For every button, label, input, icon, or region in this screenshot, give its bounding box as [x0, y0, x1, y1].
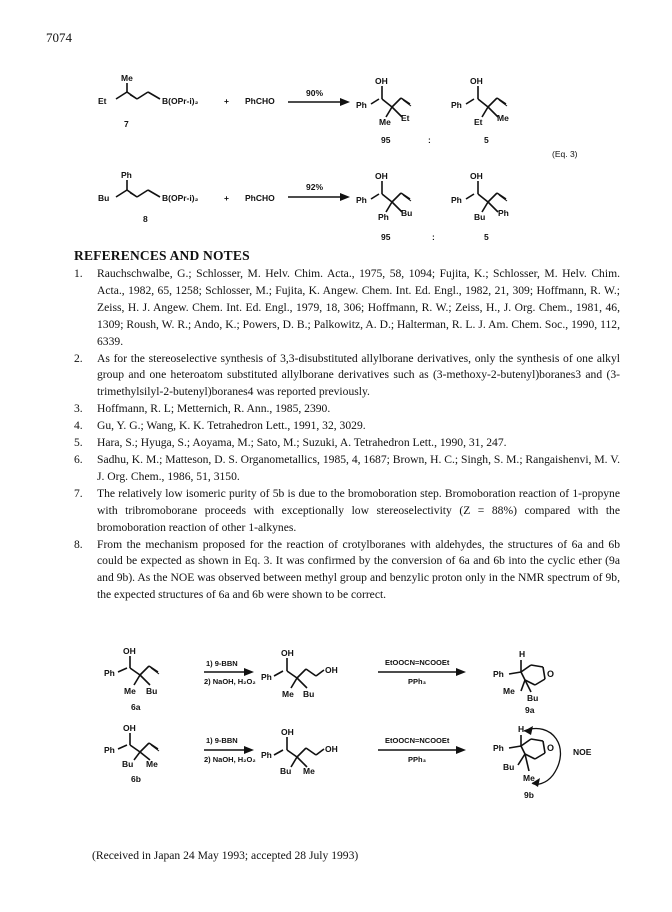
aldehyde-label: PhCHO — [245, 193, 275, 203]
ratio-95: 95 — [381, 135, 391, 145]
reference-item — [74, 486, 620, 537]
step2-reagent-line2: PPh₃ — [408, 755, 427, 764]
substituent-et: Et — [98, 96, 107, 106]
ratio-5: 5 — [484, 135, 489, 145]
reference-number: 8. — [74, 537, 83, 551]
conversion-scheme — [0, 640, 672, 830]
product-9b-ph: Ph — [493, 743, 504, 753]
start-6b-sub2: Me — [146, 759, 158, 769]
ratio-separator: : — [432, 232, 435, 242]
product-95-sub2: Bu — [401, 208, 413, 218]
product-5-sub1: Bu — [474, 212, 486, 222]
substituent-ph: Ph — [121, 170, 132, 180]
received-note: (Received in Japan 24 May 1993; accepted 28 July 1993) — [92, 849, 359, 862]
reference-item — [74, 418, 620, 435]
reference-number: 6. — [74, 452, 83, 466]
compound-7-label: 7 — [124, 119, 129, 129]
product-95-ph: Ph — [356, 195, 367, 205]
product-9a-ph: Ph — [493, 669, 504, 679]
mid-b-ph: Ph — [261, 750, 272, 760]
mid-a-sub1: Me — [282, 689, 294, 699]
mid-a-ph: Ph — [261, 672, 272, 682]
step1-reagent-line2: 2) NaOH, H₂O₂ — [204, 755, 256, 764]
product-9a-sub1: Me — [503, 686, 515, 696]
yield-label: 90% — [306, 88, 324, 98]
reference-text: Rauchschwalbe, G.; Schlosser, M. Helv. Chim. Acta., 1975, 58, 1094; Fujita, K.; Schlosser, M. Helv. Chim. Acta., 1982, 65, 1258; Schlosser, M.; Fujita, K. Angew. Chem. Int. Ed. Engl., 1982, 21, 309; Hoffmann, R. W.; Zeiss, H. J. Angew. Chem. Int. Ed. Engl., 1979, 18, 306; Hoffmann, R. W.; Zeiss, H., J. Org. Chem., 1981, 46, 1309; Roush, W. R.; Ando, K.; Powers, D. B.; Palkowitz, A. D.; Halterman, R. L. J. Am. Chem. Soc., 1990, 112, 6339. — [97, 267, 620, 348]
reference-item — [74, 435, 620, 452]
product-5-oh: OH — [470, 171, 483, 181]
step2-reagent-line2: PPh₃ — [408, 677, 427, 686]
yield-label: 92% — [306, 182, 324, 192]
product-95-oh: OH — [375, 76, 388, 86]
substituent-me: Me — [121, 73, 133, 83]
reference-item — [74, 351, 620, 402]
reference-item — [74, 401, 620, 418]
start-6b-ph: Ph — [104, 745, 115, 755]
ratio-95: 95 — [381, 232, 391, 242]
reference-item — [74, 537, 620, 605]
reference-number: 7. — [74, 486, 83, 500]
product-5-sub2: Me — [497, 113, 509, 123]
aldehyde-label: PhCHO — [245, 96, 275, 106]
mid-a-sub2: Bu — [303, 689, 315, 699]
start-6a-sub1: Me — [124, 686, 136, 696]
boron-group: B(OPr-i)₂ — [162, 96, 199, 106]
ring-oxygen: O — [547, 743, 555, 753]
reference-text: Sadhu, K. M.; Matteson, D. S. Organometallics, 1985, 4, 1687; Brown, H. C.; Singh, S. M.; Rangaishenvi, M. V. J. Org. Chem., 1986, 51, 3150. — [97, 452, 621, 483]
reference-text: Hara, S.; Hyuga, S.; Aoyama, M.; Sato, M.; Suzuki, A. Tetrahedron Lett., 1990, 31, 247. — [97, 436, 507, 450]
reference-text: Hoffmann, R. L; Metternich, R. Ann., 1985, 2390. — [97, 402, 331, 416]
equation-label: (Eq. 3) — [552, 149, 578, 159]
compound-6b-label: 6b — [131, 774, 141, 784]
start-6a-oh: OH — [123, 646, 136, 656]
product-9b-sub2: Me — [523, 773, 535, 783]
reference-number: 1. — [74, 267, 83, 280]
mid-b-oh1: OH — [281, 727, 294, 737]
product-95-oh: OH — [375, 171, 388, 181]
mid-b-oh2: OH — [325, 744, 338, 754]
boron-group: B(OPr-i)₂ — [162, 193, 199, 203]
reference-number: 3. — [74, 402, 83, 416]
product-95-ph: Ph — [356, 100, 367, 110]
references-heading: REFERENCES AND NOTES — [74, 248, 250, 263]
reference-text: From the mechanism proposed for the reaction of crotylboranes with aldehydes, the structures of 6a and 6b could be expected as shown in Eq. 3. It was confirmed by the conversion of 6a and 6b into the cyclic ether (9a and 9b). As the NOE was observed between methyl group and benzylic proton only in the NMR spectrum of 9b, the expected structures of 6a and 6b were shown to be correct. — [97, 537, 620, 602]
start-6b-sub1: Bu — [122, 759, 134, 769]
mid-b-sub2: Me — [303, 766, 315, 776]
ratio-separator: : — [428, 135, 431, 145]
mid-b-sub1: Bu — [280, 766, 292, 776]
reference-number: 2. — [74, 351, 83, 365]
product-9a-sub2: Bu — [527, 693, 539, 703]
product-5-sub2: Ph — [498, 208, 509, 218]
compound-6a-label: 6a — [131, 702, 141, 712]
step1-reagent-line1: 1) 9-BBN — [206, 659, 238, 668]
reference-item — [74, 452, 620, 486]
start-6b-oh: OH — [123, 723, 136, 733]
compound-9a-label: 9a — [525, 705, 535, 715]
step2-reagent-line1: EtOOCN=NCOOEt — [385, 736, 450, 745]
reference-text: The relatively low isomeric purity of 5b is due to the bromoboration step. Bromoboration reaction of 1-propyne with tribromoborane proceeds with exceptionally low stereoselectivity (Z = 88%) compared with the bromoboration reaction of other 1-alkynes. — [97, 486, 620, 534]
compound-8-label: 8 — [143, 214, 148, 224]
step1-reagent-line2: 2) NaOH, H₂O₂ — [204, 677, 256, 686]
plus-sign: + — [224, 96, 229, 106]
product-5-oh: OH — [470, 76, 483, 86]
ratio-5: 5 — [484, 232, 489, 242]
mid-a-oh2: OH — [325, 665, 338, 675]
plus-sign: + — [224, 193, 229, 203]
product-9b-h: H — [518, 724, 525, 734]
reaction-scheme-eq3 — [0, 0, 672, 250]
start-6a-sub2: Bu — [146, 686, 158, 696]
page-number: 7074 — [46, 30, 72, 45]
compound-9b-label: 9b — [524, 790, 534, 800]
product-9a-h: H — [519, 649, 526, 659]
product-95-sub1: Me — [379, 117, 391, 127]
reference-number: 4. — [74, 419, 83, 433]
product-95-sub1: Ph — [378, 212, 389, 222]
product-9b-sub1: Bu — [503, 762, 515, 772]
product-95-sub2: Et — [401, 113, 410, 123]
noe-label: NOE — [573, 747, 592, 757]
references-list — [74, 266, 620, 604]
ring-oxygen: O — [547, 669, 555, 679]
product-5-sub1: Et — [474, 117, 483, 127]
step2-reagent-line1: EtOOCN=NCOOEt — [385, 658, 450, 667]
mid-a-oh1: OH — [281, 648, 294, 658]
reference-text: As for the stereoselective synthesis of 3,3-disubstituted allylborane derivatives, only the synthesis of one alkyl group and one heteroatom substituted allylborane derivatives such as (3-methoxy-2-butenyl)boranes3 and (3-trimethylsilyl-2-butenyl)boranes4 was reported previously. — [97, 351, 620, 399]
start-6a-ph: Ph — [104, 668, 115, 678]
reference-text: Gu, Y. G.; Wang, K. K. Tetrahedron Lett., 1991, 32, 3029. — [97, 419, 366, 433]
substituent-bu: Bu — [98, 193, 110, 203]
product-5-ph: Ph — [451, 100, 462, 110]
product-5-ph: Ph — [451, 195, 462, 205]
step1-reagent-line1: 1) 9-BBN — [206, 736, 238, 745]
reference-number: 5. — [74, 436, 83, 450]
reference-item — [74, 266, 620, 351]
